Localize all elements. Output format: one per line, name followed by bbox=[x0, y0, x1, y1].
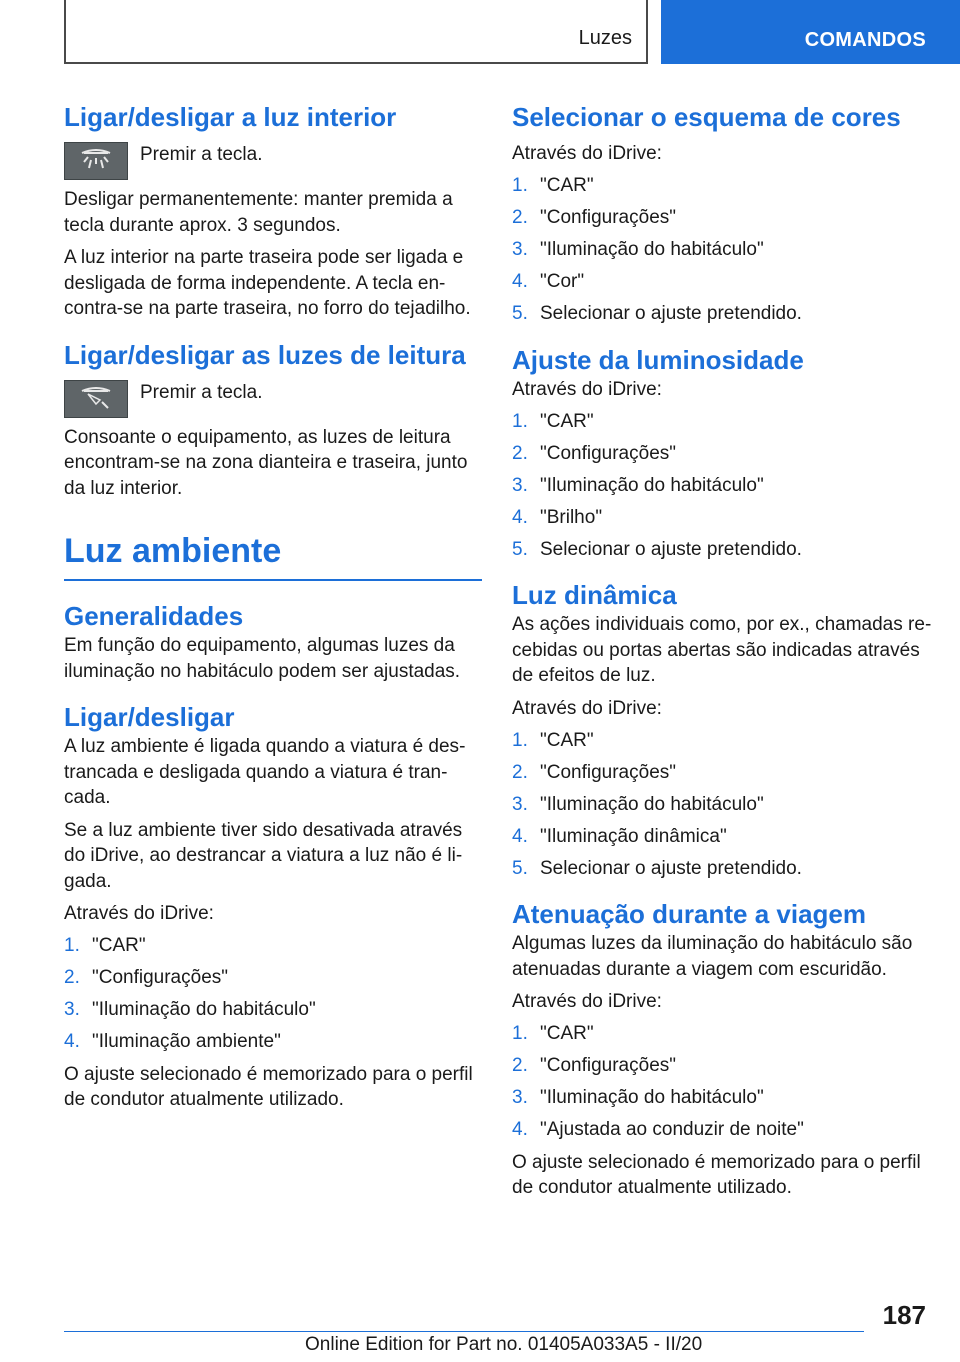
onoff-paragraph-4: O ajuste selecionado é memorizado para o perfil de condutor atualmente utilizado. bbox=[64, 1063, 473, 1110]
reading-light-paragraph-1: Consoante o equipamento, as luzes de leitura encontram-se na zona dianteira e traseira, junto da luz interior. bbox=[64, 426, 468, 499]
list-item: 4. "Iluminação dinâmica" bbox=[512, 825, 727, 847]
header-chapter-title: COMANDOS bbox=[804, 29, 926, 51]
reading-light-button-text: Premir a tecla. bbox=[140, 381, 263, 403]
list-item: 5. Selecionar o ajuste pretendido. bbox=[512, 538, 802, 560]
list-item: 1. "CAR" bbox=[512, 729, 594, 751]
list-item: 1. "CAR" bbox=[64, 935, 146, 956]
footer-rule bbox=[64, 1331, 864, 1332]
list-item: 4. "Ajustada ao conduzir de noite" bbox=[512, 1119, 804, 1140]
general-heading: Generalidades bbox=[64, 601, 244, 631]
list-item: 4. "Iluminação ambiente" bbox=[64, 1031, 281, 1052]
brightness-steps-list bbox=[512, 409, 932, 563]
list-item: 1. "CAR" bbox=[512, 1023, 594, 1044]
ambient-light-heading: Luz ambiente bbox=[64, 532, 282, 570]
list-item: 2. "Configurações" bbox=[512, 1055, 677, 1076]
color-scheme-heading: Selecionar o esquema de cores bbox=[512, 102, 901, 132]
left-column bbox=[64, 100, 482, 1113]
list-item: 5. Selecionar o ajuste pretendido. bbox=[512, 857, 802, 879]
dimming-paragraph-3: O ajuste selecionado é memorizado para o perfil de condutor atualmente utilizado. bbox=[512, 1151, 921, 1198]
list-item: 4. "Cor" bbox=[512, 271, 585, 292]
onoff-steps-list bbox=[64, 933, 482, 1055]
list-item: 2. "Configurações" bbox=[512, 442, 677, 464]
footer-edition-text: Online Edition for Part no. 01405A033A5 - II/20 bbox=[305, 1334, 703, 1355]
list-item: 3. "Iluminação do habitáculo" bbox=[64, 999, 316, 1020]
dynamic-light-steps-list bbox=[512, 728, 932, 882]
color-scheme-steps-list bbox=[512, 173, 932, 327]
dimming-steps-list bbox=[512, 1021, 932, 1143]
dynamic-light-heading: Luz dinâmica bbox=[512, 580, 677, 610]
dimming-paragraph-2: Através do iDrive: bbox=[512, 991, 662, 1012]
onoff-heading: Ligar/desligar bbox=[64, 702, 235, 732]
onoff-paragraph-2: Se a luz ambiente tiver sido desativada através do iDrive, ao destrancar a viatura a luz não é ligada. bbox=[64, 819, 463, 892]
list-item: 2. "Configurações" bbox=[64, 967, 229, 988]
brightness-paragraph-1: Através do iDrive: bbox=[512, 378, 662, 400]
general-paragraph-1: Em função do equipamento, algumas luzes da iluminação no habitáculo podem ser ajustadas. bbox=[64, 635, 461, 682]
header-section-box bbox=[64, 0, 648, 64]
reading-light-button-icon bbox=[64, 380, 128, 418]
list-item: 2. "Configurações" bbox=[512, 761, 677, 783]
dimming-heading: Atenuação durante a viagem bbox=[512, 899, 866, 929]
header-chapter-tab bbox=[661, 0, 960, 64]
right-column bbox=[512, 100, 932, 1201]
list-item: 3. "Iluminação do habitáculo" bbox=[512, 474, 764, 496]
interior-light-button-icon bbox=[64, 142, 128, 180]
list-item: 3. "Iluminação do habitáculo" bbox=[512, 1087, 764, 1108]
dimming-paragraph-1: Algumas luzes da iluminação do habitáculo são atenuadas durante a viagem com escuridão. bbox=[512, 933, 913, 980]
list-item: 3. "Iluminação do habitáculo" bbox=[512, 793, 764, 815]
reading-light-instruction bbox=[64, 380, 482, 418]
list-item: 4. "Brilho" bbox=[512, 506, 603, 528]
reading-light-heading: Ligar/desligar as luzes de leitura bbox=[64, 339, 466, 370]
interior-light-instruction bbox=[64, 142, 482, 180]
brightness-heading: Ajuste da luminosidade bbox=[512, 344, 804, 375]
onoff-paragraph-1: A luz ambiente é ligada quando a viatura é destrancada e desligada quando a viatura é trancada. bbox=[64, 736, 466, 808]
list-item: 1. "CAR" bbox=[512, 175, 594, 196]
dynamic-light-paragraph-2: Através do iDrive: bbox=[512, 697, 662, 719]
list-item: 1. "CAR" bbox=[512, 410, 594, 432]
list-item: 5. Selecionar o ajuste pretendido. bbox=[512, 303, 802, 324]
interior-light-paragraph-2: A luz interior na parte traseira pode ser ligada e desligada de forma independente. A tecla encontra-se na parte traseira, no forro do tejadilho. bbox=[64, 247, 471, 319]
page-number: 187 bbox=[882, 1300, 926, 1330]
list-item: 2. "Configurações" bbox=[512, 207, 677, 228]
ambient-light-rule bbox=[64, 579, 482, 581]
list-item: 3. "Iluminação do habitáculo" bbox=[512, 239, 764, 260]
interior-light-heading: Ligar/desligar a luz interior bbox=[64, 102, 397, 132]
header-section-title: Luzes bbox=[578, 27, 632, 49]
onoff-paragraph-3: Através do iDrive: bbox=[64, 903, 214, 924]
interior-light-paragraph-1: Desligar permanentemente: manter premida a tecla durante aprox. 3 segundos. bbox=[64, 189, 453, 236]
interior-light-button-text: Premir a tecla. bbox=[140, 144, 263, 165]
dynamic-light-paragraph-1: As ações individuais como, por ex., chamadas recebidas ou portas abertas são indicadas através de efeitos de luz. bbox=[512, 614, 932, 686]
color-scheme-paragraph-1: Através do iDrive: bbox=[512, 143, 662, 164]
